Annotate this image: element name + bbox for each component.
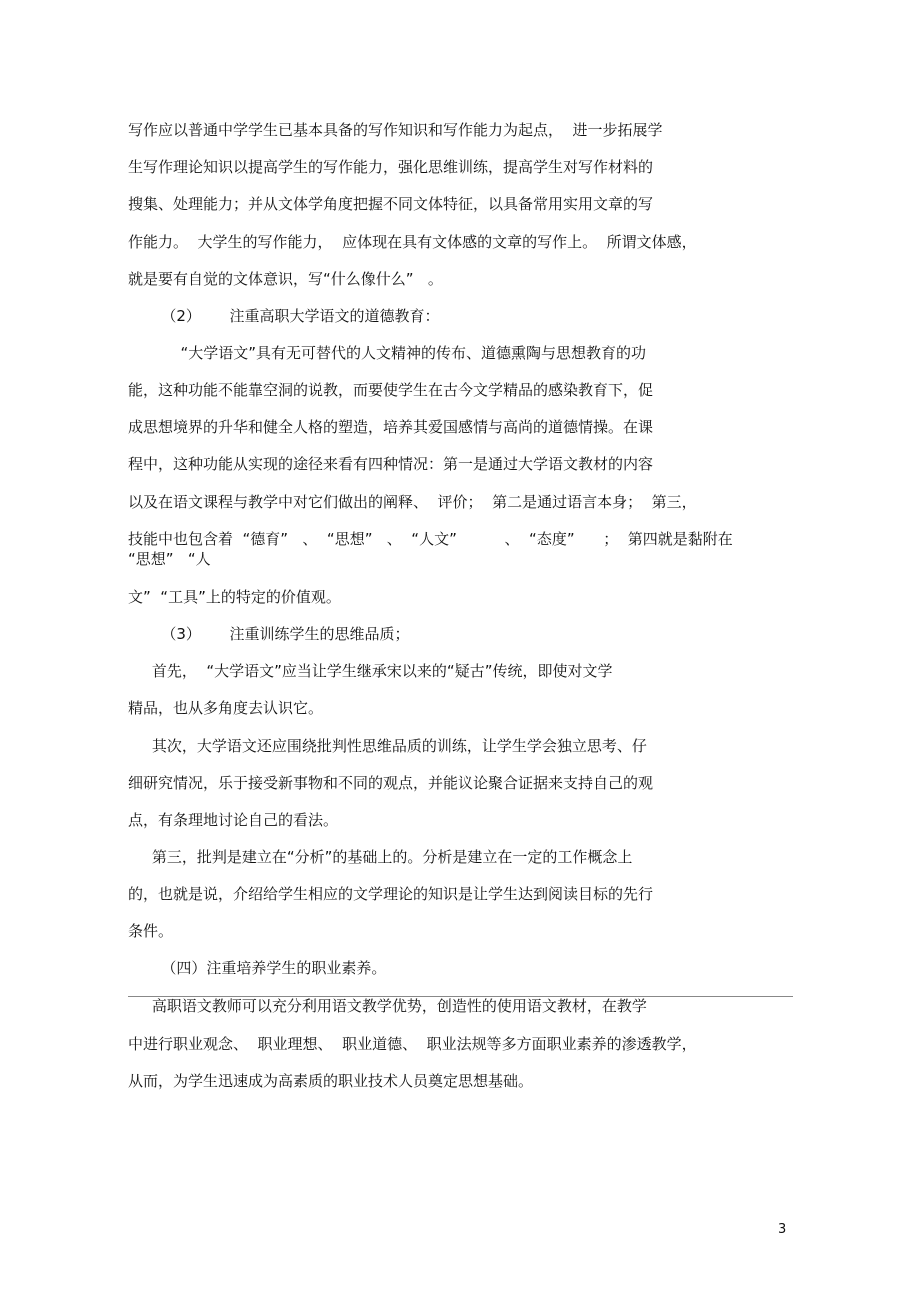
text-line: 生写作理论知识以提高学生的写作能力，强化思维训练，提高学生对写作材料的 <box>128 158 654 176</box>
text-line: 第三，批判是建立在“分析”的基础上的。分析是建立在一定的工作概念上 <box>128 848 633 866</box>
text-line: 作能力。 大学生的写作能力， 应体现在具有文体感的文章的写作上。 所谓文体感， <box>128 233 697 251</box>
text-line: 成思想境界的升华和健全人格的塑造，培养其爱国感情与高尚的道德情操。在课 <box>128 418 654 436</box>
text-line: 精品，也从多角度去认识它。 <box>128 699 324 717</box>
text-line: 细研究情况，乐于接受新事物和不同的观点，并能议论聚合证据来支持自己的观 <box>128 774 654 792</box>
text-line: 中进行职业观念、 职业理想、 职业道德、 职业法规等多方面职业素养的渗透教学， <box>128 1035 697 1053</box>
text-line: 从而，为学生迅速成为高素质的职业技术人员奠定思想基础。 <box>128 1072 534 1090</box>
page-number: 3 <box>778 1222 787 1237</box>
text-line: 首先， “大学语文”应当让学生继承宋以来的“疑古”传统，即使对文学 <box>128 662 613 680</box>
text-line: 就是要有自觉的文体意识，写“什么像什么” 。 <box>128 270 443 288</box>
text-line: “思想” “人 <box>128 550 211 568</box>
section-heading: （2） 注重高职大学语文的道德教育： <box>128 307 440 325</box>
text-line: 点，有条理地讨论自己的看法。 <box>128 811 339 829</box>
text-line: 高职语文教师可以充分利用语文教学优势，创造性的使用语文教材，在教学 <box>128 997 647 1015</box>
text-line: 文” “工具”上的特定的价值观。 <box>128 588 341 606</box>
text-line: 能，这种功能不能靠空洞的说教，而要使学生在古今文学精品的感染教育下，促 <box>128 381 654 399</box>
text-line: 以及在语文课程与教学中对它们做出的阐释、 评价； 第二是通过语言本身； 第三， <box>128 493 697 511</box>
text-line: 的，也就是说，介绍给学生相应的文学理论的知识是让学生达到阅读目标的先行 <box>128 885 654 903</box>
section-heading: （四）注重培养学生的职业素养。 <box>128 959 387 977</box>
text-line: 条件。 <box>128 922 174 940</box>
text-line: 其次，大学语文还应围绕批判性思维品质的训练，让学生学会独立思考、仔 <box>128 737 647 755</box>
text-line: 写作应以普通中学学生已基本具备的写作知识和写作能力为起点， 进一步拓展学 <box>128 121 663 139</box>
text-line: 搜集、处理能力；并从文体学角度把握不同文体特征，以具备常用实用文章的写 <box>128 195 654 213</box>
text-line: “大学语文”具有无可替代的人文精神的传布、道德熏陶与思想教育的功 <box>128 344 646 362</box>
section-heading: （3） 注重训练学生的思维品质； <box>128 625 410 643</box>
text-line: 程中，这种功能从实现的途径来看有四种情况：第一是通过大学语文教材的内容 <box>128 455 654 473</box>
text-line: 技能中也包含着 “德育” 、 “思想” 、 “人文” 、 “态度” ； 第四就是黏附在 <box>128 530 733 548</box>
